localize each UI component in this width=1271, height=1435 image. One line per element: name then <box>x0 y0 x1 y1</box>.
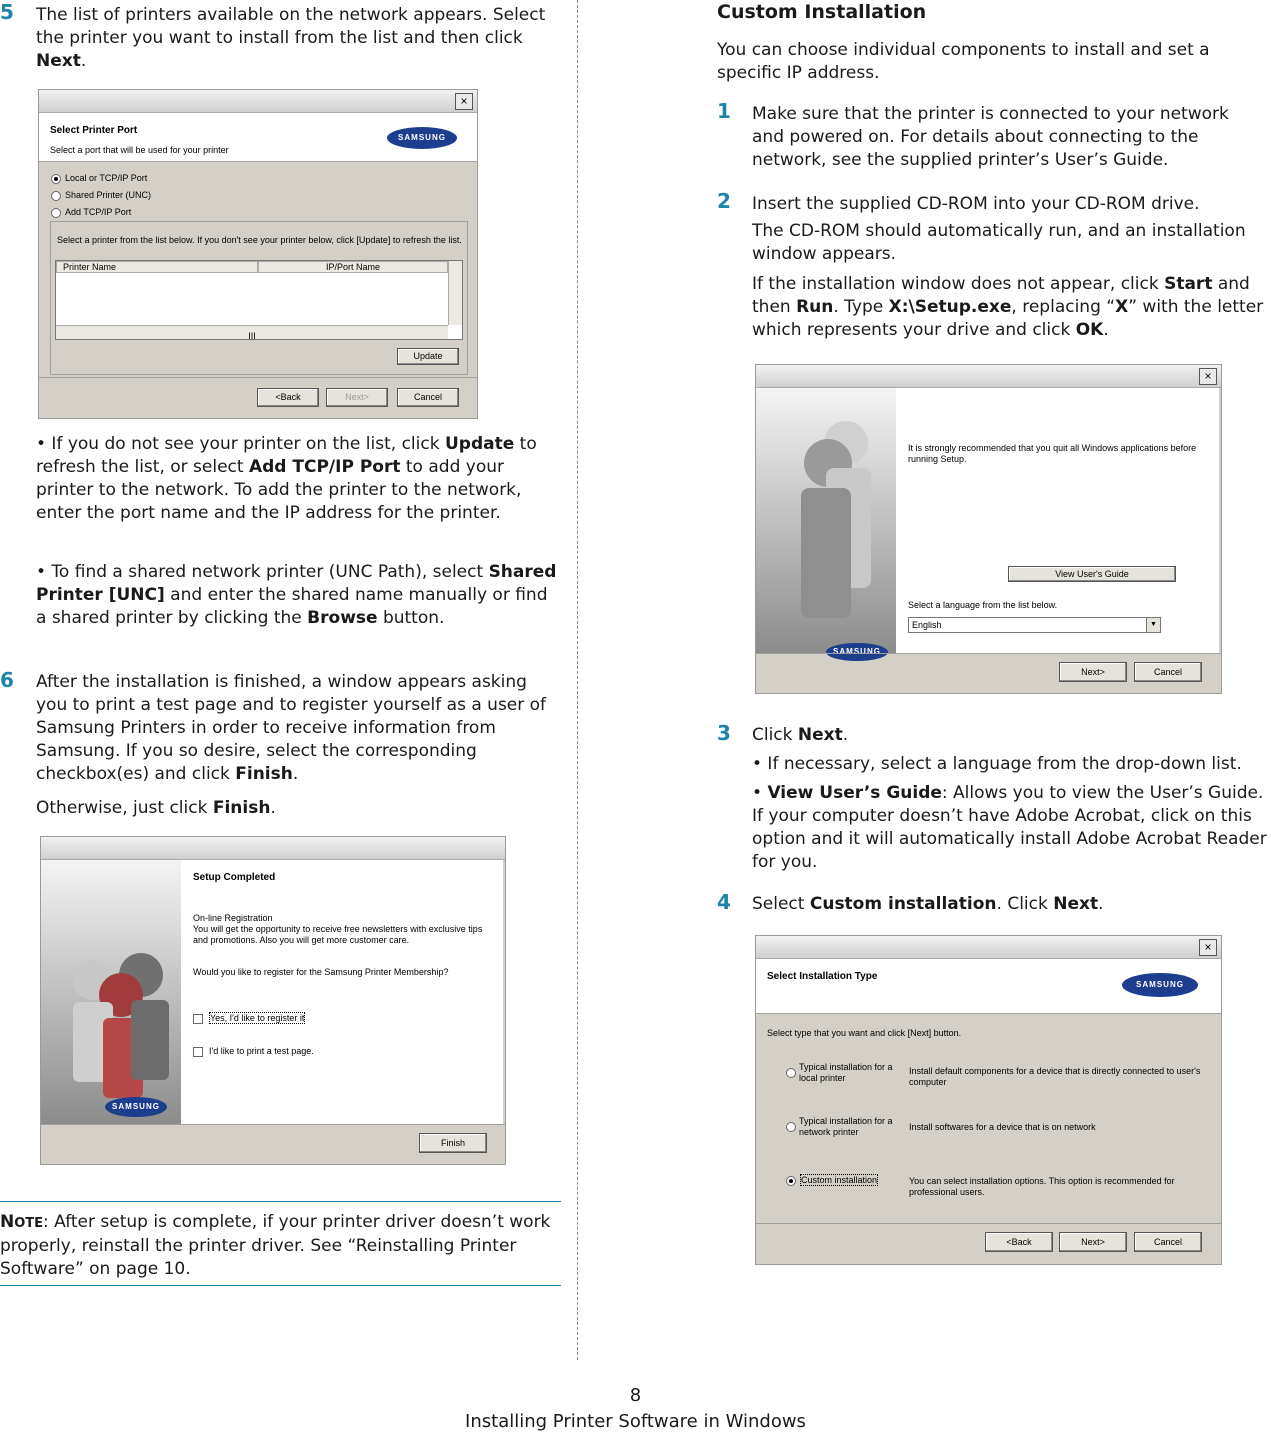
step-6-otherwise: Otherwise, just click Finish. <box>36 798 276 818</box>
language-select[interactable]: English ▼ <box>908 617 1161 633</box>
separator <box>756 1223 1221 1224</box>
footer-title: Installing Printer Software in Windows <box>465 1411 806 1432</box>
column-printer-name[interactable]: Printer Name <box>56 261 258 273</box>
title-bar <box>39 90 477 113</box>
finish-button[interactable]: Finish <box>419 1133 487 1153</box>
port-option-add-tcp[interactable]: Add TCP/IP Port <box>51 207 131 218</box>
vertical-scrollbar[interactable] <box>448 261 462 325</box>
samsung-logo: SAMSUNG <box>387 127 457 149</box>
samsung-logo: SAMSUNG <box>826 643 888 661</box>
step-3-bullet-guide: • View User’s Guide: Allows you to view the User’s Guide. If your computer doesn’t have Adobe Acrobat, click on this option and it will automatically install Adobe Acrobat Reader for you. <box>752 783 1267 872</box>
note-rule-top <box>0 1201 561 1202</box>
bullet-update: • If you do not see your printer on the list, click Update to refresh the list, or select Add TCP/IP Port to add your printer to the network. To add the printer to the network, enter the port name and the IP address for the printer. <box>36 434 537 523</box>
checkbox-icon <box>193 1047 203 1057</box>
step-4-number: 4 <box>717 890 731 914</box>
people-icon <box>756 388 896 653</box>
dialog-header <box>39 113 477 162</box>
title-bar <box>756 365 1221 388</box>
page-number: 8 <box>629 1385 642 1406</box>
back-button[interactable]: <Back <box>985 1232 1053 1252</box>
step-2-number: 2 <box>717 189 731 213</box>
step-2-manual: If the installation window does not appear, click Start and then Run. Type X:\Setup.exe, replacing “X” with the letter which represents your drive and click OK. <box>752 274 1264 340</box>
printer-list-hint: Select a printer from the list below. If you don't see your printer below, click [Update] to refresh the list. <box>57 235 462 245</box>
radio-icon <box>51 208 61 218</box>
title-bar <box>41 837 505 860</box>
dialog-title: Select Printer Port <box>50 125 138 136</box>
title-bar <box>756 936 1221 959</box>
checkbox-icon <box>193 1014 203 1024</box>
registration-heading: On-line Registration <box>193 913 273 923</box>
column-ip-port-name[interactable]: IP/Port Name <box>258 261 448 273</box>
close-icon[interactable]: × <box>455 93 473 110</box>
step-2-text: Insert the supplied CD-ROM into your CD-ROM drive. <box>752 194 1200 214</box>
register-checkbox[interactable]: Yes, I'd like to register it <box>193 1013 305 1024</box>
dialog-subtitle: Select a port that will be used for your printer <box>50 145 229 155</box>
radio-icon <box>51 174 61 184</box>
option-typical-local-desc: Install default components for a device that is directly connected to user's computer <box>909 1066 1201 1087</box>
update-button[interactable]: Update <box>397 348 459 365</box>
port-option-shared[interactable]: Shared Printer (UNC) <box>51 190 151 201</box>
close-icon[interactable]: × <box>1199 368 1217 385</box>
separator <box>756 653 1221 654</box>
close-icon[interactable]: × <box>1199 939 1217 956</box>
step-5-text: The list of printers available on the network appears. Select the printer you want to install from the list and then click Next. <box>36 5 546 71</box>
people-icon <box>41 860 181 1124</box>
select-installation-type-dialog <box>755 935 1222 1265</box>
dialog-title: Select Installation Type <box>767 971 878 982</box>
step-3-text: Click Next. <box>752 725 849 745</box>
language-label: Select a language from the list below. <box>908 600 1058 610</box>
step-1-text: Make sure that the printer is connected to your network and powered on. For details about connecting to the network, see the supplied printer’s User’s Guide. <box>752 104 1229 170</box>
view-users-guide-button[interactable]: View User's Guide <box>1008 566 1176 582</box>
cancel-button[interactable]: Cancel <box>1134 662 1202 682</box>
column-divider <box>577 0 578 1360</box>
option-typical-local[interactable]: Typical installation for a local printer <box>786 1062 896 1084</box>
section-intro: You can choose individual components to install and set a specific IP address. <box>717 40 1210 83</box>
dialog-content <box>896 388 1219 653</box>
setup-completed-dialog <box>40 836 506 1165</box>
step-5-number: 5 <box>0 0 14 24</box>
radio-icon <box>786 1122 796 1132</box>
next-button[interactable]: Next> <box>1059 1232 1127 1252</box>
note: NOTE: After setup is complete, if your printer driver doesn’t work properly, reinstall the printer driver. See “Reinstalling Printer Software” on page 10. <box>0 1212 551 1279</box>
bullet-shared-printer: • To find a shared network printer (UNC Path), select Shared Printer [UNC] and enter the shared name manually or find a shared printer by clicking the Browse button. <box>36 562 557 628</box>
printer-list[interactable] <box>55 260 463 340</box>
radio-icon <box>786 1176 796 1186</box>
cancel-button[interactable]: Cancel <box>397 388 459 407</box>
section-heading: Custom Installation <box>717 1 927 23</box>
option-custom[interactable]: Custom installation <box>786 1175 896 1186</box>
separator <box>39 377 477 378</box>
select-printer-port-dialog <box>38 89 478 419</box>
print-test-page-checkbox[interactable]: I'd like to print a test page. <box>193 1046 314 1057</box>
separator <box>41 1124 505 1125</box>
step-6-text: After the installation is finished, a window appears asking you to print a test page and to register yourself as a user of Samsung Printers in order to receive information from Samsung. If you so desire, select the corresponding checkbox(es) and click Finish. <box>36 672 547 784</box>
option-custom-desc: You can select installation options. This option is recommended for professional users. <box>909 1176 1175 1197</box>
membership-question: Would you like to register for the Samsung Printer Membership? <box>193 967 449 977</box>
side-graphic <box>756 388 896 656</box>
setup-launch-dialog <box>755 364 1222 694</box>
next-button[interactable]: Next> <box>1059 662 1127 682</box>
printer-list-group <box>50 221 468 375</box>
radio-icon <box>786 1068 796 1078</box>
option-typical-network-desc: Install softwares for a device that is on network <box>909 1122 1096 1132</box>
note-rule-bottom <box>0 1285 561 1286</box>
dialog-content <box>181 860 503 1124</box>
horizontal-scrollbar[interactable]: III <box>56 325 448 339</box>
samsung-logo: SAMSUNG <box>105 1097 167 1117</box>
option-typical-network[interactable]: Typical installation for a network printer <box>786 1116 896 1138</box>
samsung-logo: SAMSUNG <box>1122 973 1198 997</box>
step-3-bullet-language: • If necessary, select a language from the drop-down list. <box>752 754 1242 774</box>
step-6-number: 6 <box>0 668 14 692</box>
dialog-header <box>756 959 1221 1014</box>
chevron-down-icon: ▼ <box>1146 618 1160 632</box>
back-button[interactable]: <Back <box>257 388 319 407</box>
next-button[interactable]: Next> <box>326 388 388 407</box>
step-4-text: Select Custom installation. Click Next. <box>752 894 1104 914</box>
step-1-number: 1 <box>717 99 731 123</box>
registration-text: You will get the opportunity to receive free newsletters with exclusive tips and promotions. Also you will get more customer care. <box>193 924 483 945</box>
step-3-number: 3 <box>717 721 731 745</box>
port-option-local[interactable]: Local or TCP/IP Port <box>51 173 147 184</box>
quit-apps-message: It is strongly recommended that you quit all Windows applications before running Setup. <box>908 443 1197 464</box>
cancel-button[interactable]: Cancel <box>1134 1232 1202 1252</box>
step-2-autorun: The CD-ROM should automatically run, and an installation window appears. <box>752 221 1246 264</box>
installation-prompt: Select type that you want and click [Next] button. <box>767 1028 962 1038</box>
dialog-title: Setup Completed <box>193 872 276 883</box>
radio-icon <box>51 191 61 201</box>
side-graphic <box>41 860 181 1124</box>
